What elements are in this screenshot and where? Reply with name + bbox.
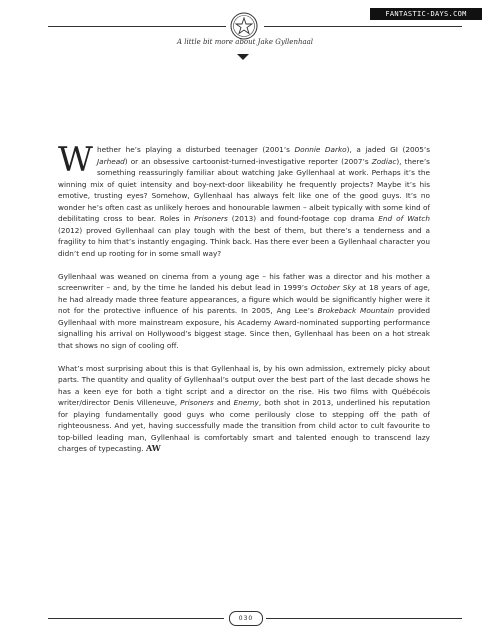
section-kicker: A little bit more about Jake Gyllenhaal (176, 38, 314, 46)
paragraph-2: Gyllenhaal was weaned on cinema from a young age – his father was a director and his mother a screenwriter – and, by the time he landed his debut lead in 1999’s October Sky at 18 years of age, he had already made three feature appearances, a figure which would be significantly higher were it not for the protective influence of his parents. In 2005, Ang Lee’s Brokeback Mountain provided Gyllenhaal with more mainstream exposure, his Academy Award-nominated supporting performance signalling his arrival on Hollywood’s biggest stage. Since then, Gyllenhaal has been on a hot streak that shows no sign of cooling off. (58, 271, 430, 350)
film-title: Prisoners (194, 214, 228, 223)
article-body (58, 140, 431, 466)
site-watermark: FANTASTIC-DAYS.COM (370, 8, 482, 20)
header-rule-right (264, 26, 462, 27)
paragraph-3: What’s most surprising about this is that Gyllenhaal is, by his own admission, extremely picky about parts. The quantity and quality of Gyllenhaal’s output over the best part of the last decade shows he has a keen eye for both a tight script and a director on the rise. His two films with Québécois writer/director Denis Villeneuve, Prisoners and Enemy, both shot in 2013, underlined his reputation for playing fundamentally good guys who come perilously close to stepping off the path of righteousness. And yet, having successfully made the transition from child actor to cult favourite to top-billed leading man, Gyllenhaal is comfortably smart and talented enough to transcend lazy charges of typecasting. AW (58, 363, 431, 453)
film-title: Donnie Darko (294, 145, 347, 154)
film-title: End of Watch (378, 214, 430, 223)
paragraph-1: Whether he’s playing a disturbed teenager (2001’s Donnie Darko), a jaded GI (2005’s Jarhead) or an obsessive cartoonist-turned-investigative reporter (2007’s Zodiac), there’s something reassuringly familiar about watching Jake Gyllenhaal at work. Perhaps it’s the winning mix of quiet intensity and boy-next-door likeability he frequently projects? Maybe it’s his emotive, trusting eyes? Somehow, Gyllenhaal has always felt like one of the good guys. It’s no wonder he’s often cast as unlikely heroes and honourable lawmen – albeit typically with some kind of debilitating cross to bear. Roles in Prisoners (2013) and found-footage cop drama End of Watch (2012) proved Gyllenhaal can play tough with the best of them, but there’s a tenderness and a fragility to him that’s instantly engaging. Think back. Has there ever been a Gyllenhaal character you didn’t end up rooting for in some small way? (58, 140, 431, 258)
film-title: Prisoners (180, 398, 214, 407)
drop-cap: W (58, 140, 93, 180)
author-signature: AW (145, 443, 161, 453)
film-title: Brokeback Mountain (317, 306, 395, 315)
film-title: Jarhead (96, 156, 125, 166)
triangle-down-icon (237, 54, 249, 60)
footer-rule-left (48, 618, 224, 619)
header-rule-left (48, 26, 226, 27)
footer-rule-right (266, 618, 462, 619)
film-title: Enemy (233, 398, 259, 407)
page-number: 030 (229, 611, 263, 626)
film-title: Zodiac (371, 156, 397, 166)
film-title: October Sky (310, 283, 356, 292)
